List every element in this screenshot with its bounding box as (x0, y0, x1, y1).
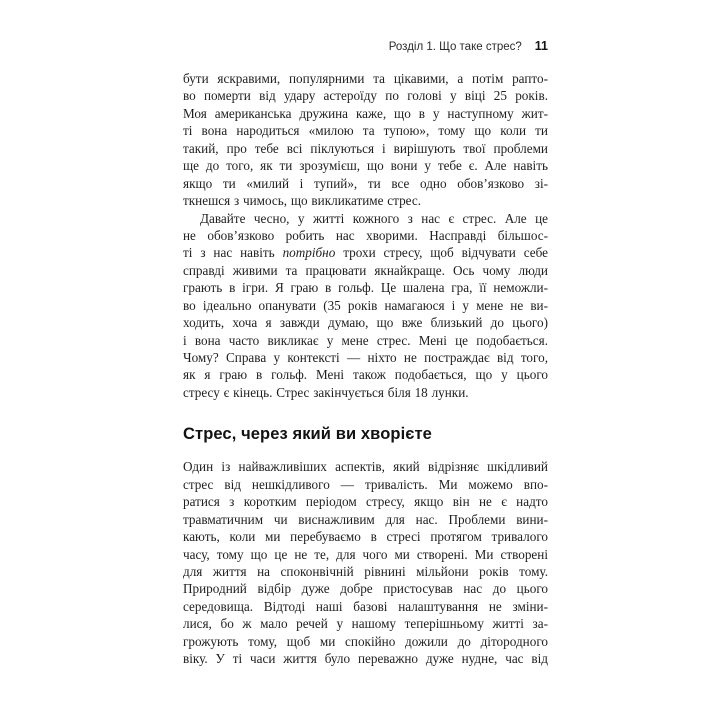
section-heading: Стрес, через який ви хворієте (183, 425, 432, 444)
paragraphs-bottom (183, 458, 548, 667)
text-line: стресу є кінець. Стрес закінчується біля 18 лунки. (183, 384, 469, 400)
chapter-title: Розділ 1. Що таке стрес? (388, 41, 522, 53)
text-line: такий, про тебе всі піклуються і вирішують твої проблеми (183, 140, 548, 156)
text-line: стрес від нешкідливого — тривалість. Ми можемо впо- (183, 476, 548, 492)
text-line: часу, тому що це не те, для чого ми створені. Ми створені (183, 546, 548, 562)
text-line: ходить, хоча я завжди думаю, що вже близький до цього) (183, 315, 548, 331)
running-header (183, 39, 548, 53)
text-line: ратися з коротким періодом стресу, якщо він не є надто (183, 494, 548, 510)
text-line: і вона часто викликає у мене стрес. Мені це подобається. (183, 332, 548, 348)
text-line: ще до того, як ти зрозумієш, що вони у тебе є. Але навіть (183, 158, 548, 174)
paragraph (183, 210, 548, 402)
text-line: Природний відбір дуже добре пристосував нас до цього (183, 581, 548, 597)
text-line: бути яскравими, популярними та цікавими, а потім рапто- (183, 71, 548, 86)
text-line: для життя на споконвічній рівнині мільйони років тому. (183, 563, 548, 579)
text-line: кають, коли ми перебуваємо в стресі протягом тривалого (183, 529, 548, 545)
text-line: Один із найважливіших аспектів, який відрізняє шкідливий (183, 459, 548, 475)
paragraphs-top (183, 70, 548, 401)
paragraph (183, 70, 548, 210)
text-line: Моя американська дружина каже, що в у наступному жит- (183, 105, 548, 121)
text-line: якщо ти «милий і тупий», ти все одно обов’язково зі- (183, 175, 548, 191)
text-line: віку. У ті часи життя було переважно дуже нудне, час від (183, 651, 548, 667)
paragraph (183, 458, 548, 667)
text-line: травматичним чи виснажливим для нас. Проблеми вини- (183, 511, 548, 527)
text-line: середовища. Відтоді наші базові налаштування не зміни- (183, 598, 548, 614)
text-line: лися, бо ж мало речей у нашому теперішньому житті за- (183, 616, 548, 632)
text-line: Чому? Справа у контексті — ніхто не постраждає від того, (183, 350, 548, 365)
text-line: як я граю в гольф. Мені також подобається, що у цього (183, 367, 548, 383)
text-line: во ідеально опанувати (35 років намагаюся і у мене не ви- (183, 297, 548, 313)
text-line: ткнешся з чимось, що викликатиме стрес. (183, 193, 421, 209)
text-line: справді живими та працювати якнайкраще. Ось чому люди (183, 262, 548, 278)
text-block (183, 70, 548, 668)
text-line: во померти від удару астероїду по голові у віці 25 років. (183, 88, 548, 104)
text-line: ті вона народиться «милою та тупою», тому що коли ти (183, 123, 548, 139)
page-number: 11 (534, 39, 548, 53)
text-line: не обов’язково робить нас хворими. Насправді більшос- (183, 227, 548, 243)
text-line: ті з нас навіть потрібно трохи стресу, щоб відчувати себе (183, 245, 548, 261)
text-line: грають в ігри. Я граю в гольф. Це шалена гра, її неможли- (183, 280, 548, 296)
text-line: Давайте чесно, у житті кожного з нас є стрес. Але це (200, 210, 548, 226)
text-line: грожують тому, щоб ми спокійно дожили до дітородного (183, 633, 548, 649)
